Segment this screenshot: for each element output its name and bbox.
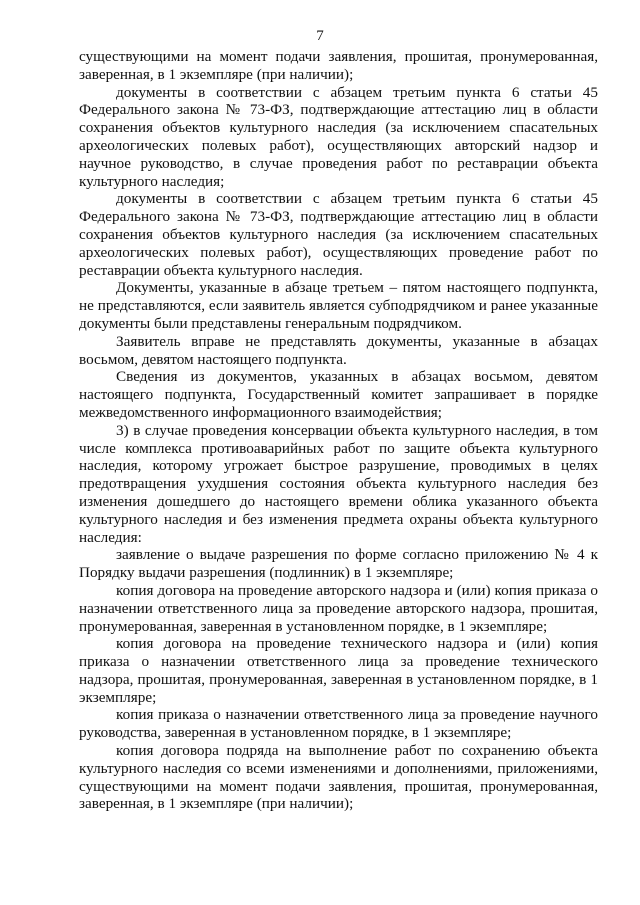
document-body	[79, 48, 598, 813]
paragraph-7: 3) в случае проведения консервации объекта культурного наследия, в том числе комплекса противоаварийных работ по защите объекта культурного наследия, которому угрожает быстрое разрушение, проводимых в целях предотвращения ухудшения состояния объекта культурного наследия без изменения дошедшего до настоящего времени облика указанного объекта культурного наследия и без изменения предмета охраны объекта культурного наследия:	[79, 421, 598, 546]
paragraph-12: копия договора подряда на выполнение работ по сохранению объекта культурного наследия со всеми изменениями и дополнениями, приложениями, существующими на момент подачи заявления, прошитая, пронумерованная, заверенная, в 1 экземпляре (при наличии);	[79, 742, 598, 813]
paragraph-3: документы в соответствии с абзацем третьим пункта 6 статьи 45 Федерального закона № 73-ФЗ, подтверждающие аттестацию лиц в области сохранения объектов культурного наследия (за исключением спасательных археологических полевых работ), осуществляющих проведение работ по реставрации объекта культурного наследия.	[79, 190, 598, 279]
paragraph-5: Заявитель вправе не представлять документы, указанные в абзацах восьмом, девятом настоящего подпункта.	[79, 332, 598, 368]
paragraph-11: копия приказа о назначении ответственного лица за проведение научного руководства, заверенная в установленном порядке, в 1 экземпляре;	[79, 706, 598, 742]
paragraph-6: Сведения из документов, указанных в абзацах восьмом, девятом настоящего подпункта, Государственный комитет запрашивает в порядке межведомственного информационного взаимодействия;	[79, 368, 598, 421]
paragraph-8: заявление о выдаче разрешения по форме согласно приложению № 4 к Порядку выдачи разрешения (подлинник) в 1 экземпляре;	[79, 546, 598, 582]
paragraph-4: Документы, указанные в абзаце третьем – пятом настоящего подпункта, не представляются, если заявитель является субподрядчиком и ранее указанные документы были представлены генеральным подрядчиком.	[79, 279, 598, 332]
paragraph-10: копия договора на проведение технического надзора и (или) копия приказа о назначении ответственного лица за проведение технического надзора, прошитая, пронумерованная, заверенная в установленном порядке, в 1 экземпляре;	[79, 635, 598, 706]
paragraph-2: документы в соответствии с абзацем третьим пункта 6 статьи 45 Федерального закона № 73-ФЗ, подтверждающие аттестацию лиц в области сохранения объектов культурного наследия (за исключением спасательных археологических полевых работ), осуществляющих авторский надзор и научное руководство, в случае проведения работ по реставрации объекта культурного наследия;	[79, 83, 598, 190]
paragraph-9: копия договора на проведение авторского надзора и (или) копия приказа о назначении ответственного лица за проведение авторского надзора, прошитая, пронумерованная, заверенная в установленном порядке, в 1 экземпляре;	[79, 581, 598, 635]
page-number: 7	[316, 28, 324, 44]
paragraph-1: существующими на момент подачи заявления, прошитая, пронумерованная, заверенная, в 1 экземпляре (при наличии);	[79, 48, 598, 83]
